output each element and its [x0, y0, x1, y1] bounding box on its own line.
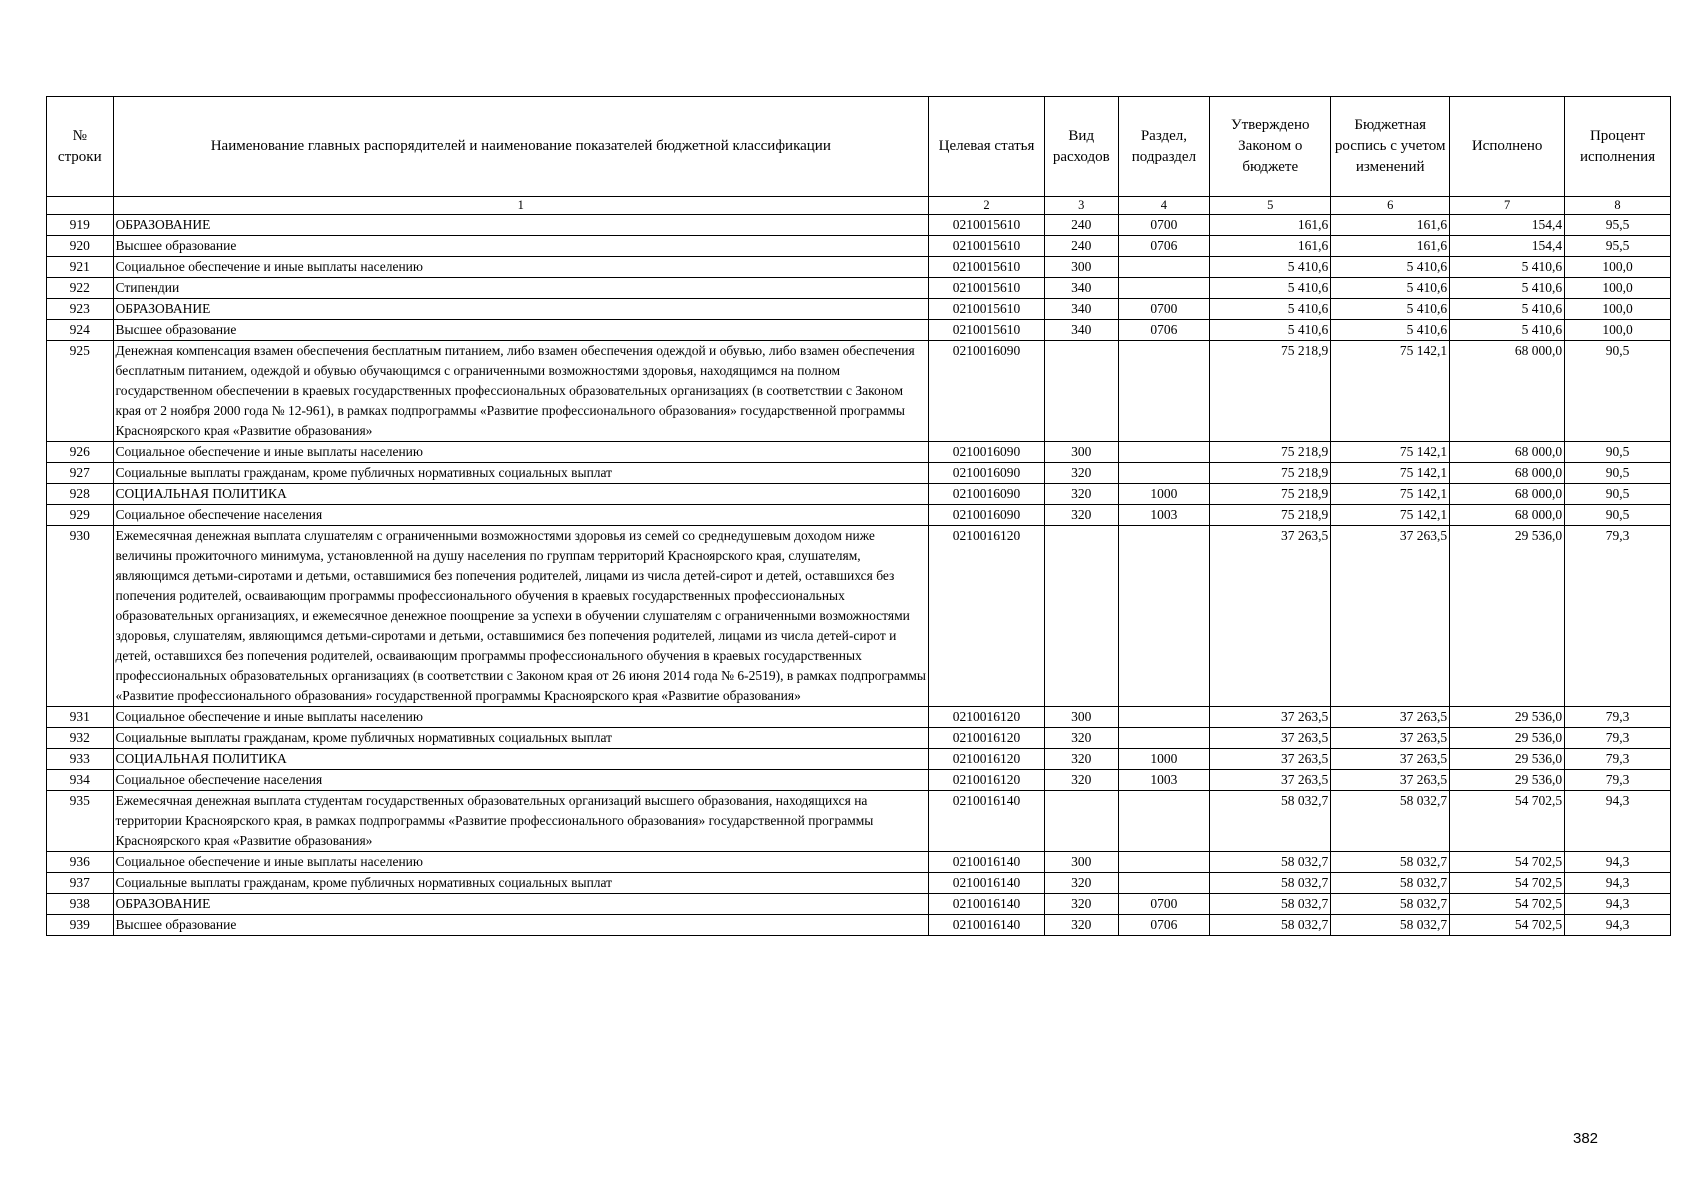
table-row — [47, 749, 1671, 770]
table-row — [47, 299, 1671, 320]
column-number: 5 — [1210, 197, 1331, 215]
indicator-name-cell: ОБРАЗОВАНИЕ — [113, 894, 929, 915]
indicator-name-cell: Высшее образование — [113, 320, 929, 341]
header-row — [47, 97, 1671, 197]
target-article-cell: 0210016120 — [929, 728, 1045, 749]
section-cell — [1118, 257, 1210, 278]
budget-schedule-cell: 5 410,6 — [1331, 299, 1450, 320]
percent-cell: 94,3 — [1565, 894, 1671, 915]
percent-cell: 94,3 — [1565, 852, 1671, 873]
budget-schedule-cell: 37 263,5 — [1331, 526, 1450, 707]
approved-amount-cell: 75 218,9 — [1210, 442, 1331, 463]
approved-amount-cell: 37 263,5 — [1210, 770, 1331, 791]
percent-cell: 90,5 — [1565, 505, 1671, 526]
target-article-cell: 0210015610 — [929, 278, 1045, 299]
row-number-cell: 922 — [47, 278, 114, 299]
expense-type-cell: 320 — [1044, 749, 1118, 770]
expense-type-cell: 300 — [1044, 257, 1118, 278]
executed-amount-cell: 54 702,5 — [1450, 852, 1565, 873]
budget-schedule-cell: 75 142,1 — [1331, 505, 1450, 526]
approved-amount-cell: 58 032,7 — [1210, 894, 1331, 915]
target-article-cell: 0210016120 — [929, 770, 1045, 791]
indicator-name-cell: Ежемесячная денежная выплата слушателям с ограниченными возможностями здоровья из семей со среднедушевым доходом ниже величины прожиточного минимума, установленной на душу населения по группам территорий Красноярского края, слушателям, являющимся детьми-сиротами и детьми, оставшимися без попечения родителей, лицами из числа детей-сирот и детей, оставшихся без попечения родителей, осваивающим программы профессионального обучения в краевых государственных профессиональных образовательных организациях, и ежемесячное денежное поощрение за успехи в обучении слушателям с ограниченными возможностями здоровья, слушателям, являющимся детьми-сиротами и детьми, оставшимися без попечения родителей, лицами из числа детей-сирот и детей, оставшихся без попечения родителей, осваивающим программы профессионального обучения в краевых государственных профессиональных образовательных организациях (в соответствии с Законом края от 26 июня 2014 года № 6-2519), в рамках подпрограммы «Развитие профессионального образования» государственной программы Красноярского края «Развитие образования» — [113, 526, 929, 707]
section-cell — [1118, 442, 1210, 463]
executed-amount-cell: 5 410,6 — [1450, 257, 1565, 278]
table-row — [47, 484, 1671, 505]
row-number-cell: 939 — [47, 915, 114, 936]
row-number-cell: 921 — [47, 257, 114, 278]
expense-type-cell: 300 — [1044, 442, 1118, 463]
budget-schedule-cell: 37 263,5 — [1331, 728, 1450, 749]
indicator-name-cell: Стипендии — [113, 278, 929, 299]
header-approved: Утверждено Законом о бюджете — [1210, 97, 1331, 197]
table-row — [47, 707, 1671, 728]
budget-table — [46, 96, 1671, 936]
row-number-cell: 931 — [47, 707, 114, 728]
header-budget-schedule: Бюджетная роспись с учетом изменений — [1331, 97, 1450, 197]
target-article-cell: 0210016090 — [929, 484, 1045, 505]
indicator-name-cell: Социальное обеспечение и иные выплаты населению — [113, 257, 929, 278]
section-cell: 0700 — [1118, 299, 1210, 320]
percent-cell: 100,0 — [1565, 320, 1671, 341]
expense-type-cell — [1044, 791, 1118, 852]
approved-amount-cell: 37 263,5 — [1210, 749, 1331, 770]
section-cell — [1118, 852, 1210, 873]
budget-schedule-cell: 37 263,5 — [1331, 749, 1450, 770]
indicator-name-cell: Социальное обеспечение населения — [113, 505, 929, 526]
header-target-article: Целевая статья — [929, 97, 1045, 197]
approved-amount-cell: 5 410,6 — [1210, 257, 1331, 278]
executed-amount-cell: 29 536,0 — [1450, 728, 1565, 749]
section-cell — [1118, 791, 1210, 852]
percent-cell: 90,5 — [1565, 463, 1671, 484]
row-number-cell: 934 — [47, 770, 114, 791]
budget-schedule-cell: 161,6 — [1331, 215, 1450, 236]
row-number-cell: 919 — [47, 215, 114, 236]
executed-amount-cell: 5 410,6 — [1450, 299, 1565, 320]
approved-amount-cell: 58 032,7 — [1210, 791, 1331, 852]
budget-schedule-cell: 58 032,7 — [1331, 894, 1450, 915]
expense-type-cell: 320 — [1044, 873, 1118, 894]
target-article-cell: 0210016120 — [929, 749, 1045, 770]
column-number: 6 — [1331, 197, 1450, 215]
approved-amount-cell: 58 032,7 — [1210, 852, 1331, 873]
column-number: 3 — [1044, 197, 1118, 215]
executed-amount-cell: 54 702,5 — [1450, 873, 1565, 894]
percent-cell: 100,0 — [1565, 278, 1671, 299]
page-number: 382 — [1573, 1130, 1599, 1147]
expense-type-cell: 300 — [1044, 707, 1118, 728]
indicator-name-cell: Социальные выплаты гражданам, кроме публичных нормативных социальных выплат — [113, 728, 929, 749]
expense-type-cell: 320 — [1044, 915, 1118, 936]
target-article-cell: 0210016140 — [929, 852, 1045, 873]
approved-amount-cell: 161,6 — [1210, 215, 1331, 236]
executed-amount-cell: 5 410,6 — [1450, 320, 1565, 341]
section-cell: 0700 — [1118, 215, 1210, 236]
expense-type-cell: 340 — [1044, 320, 1118, 341]
executed-amount-cell: 54 702,5 — [1450, 915, 1565, 936]
target-article-cell: 0210015610 — [929, 215, 1045, 236]
section-cell: 1003 — [1118, 505, 1210, 526]
budget-schedule-cell: 37 263,5 — [1331, 770, 1450, 791]
target-article-cell: 0210015610 — [929, 257, 1045, 278]
table-row — [47, 341, 1671, 442]
indicator-name-cell: Денежная компенсация взамен обеспечения бесплатным питанием, либо взамен обеспечения одеждой и обувью, либо взамен обеспечения бесплатным питанием, одеждой и обувью обучающимся с ограниченными возможностями здоровья, находящимся на полном государственном обеспечении в краевых государственных профессиональных образовательных организациях (в соответствии с Законом края от 2 ноября 2000 года № 12-961), в рамках подпрограммы «Развитие профессионального образования» государственной программы Красноярского края «Развитие образования» — [113, 341, 929, 442]
expense-type-cell: 320 — [1044, 484, 1118, 505]
target-article-cell: 0210015610 — [929, 320, 1045, 341]
executed-amount-cell: 29 536,0 — [1450, 526, 1565, 707]
indicator-name-cell: Высшее образование — [113, 915, 929, 936]
expense-type-cell: 320 — [1044, 505, 1118, 526]
target-article-cell: 0210016090 — [929, 505, 1045, 526]
budget-schedule-cell: 161,6 — [1331, 236, 1450, 257]
percent-cell: 79,3 — [1565, 749, 1671, 770]
percent-cell: 79,3 — [1565, 526, 1671, 707]
executed-amount-cell: 154,4 — [1450, 215, 1565, 236]
approved-amount-cell: 75 218,9 — [1210, 505, 1331, 526]
approved-amount-cell: 75 218,9 — [1210, 463, 1331, 484]
executed-amount-cell: 29 536,0 — [1450, 707, 1565, 728]
expense-type-cell: 320 — [1044, 894, 1118, 915]
row-number-cell: 927 — [47, 463, 114, 484]
executed-amount-cell: 68 000,0 — [1450, 341, 1565, 442]
budget-schedule-cell: 75 142,1 — [1331, 442, 1450, 463]
executed-amount-cell: 29 536,0 — [1450, 749, 1565, 770]
expense-type-cell: 320 — [1044, 728, 1118, 749]
row-number-cell: 935 — [47, 791, 114, 852]
percent-cell: 90,5 — [1565, 341, 1671, 442]
table-row — [47, 215, 1671, 236]
percent-cell: 79,3 — [1565, 770, 1671, 791]
expense-type-cell: 240 — [1044, 236, 1118, 257]
table-row — [47, 505, 1671, 526]
section-cell — [1118, 278, 1210, 299]
table-row — [47, 278, 1671, 299]
table-row — [47, 894, 1671, 915]
table-row — [47, 873, 1671, 894]
section-cell: 1000 — [1118, 484, 1210, 505]
target-article-cell: 0210016140 — [929, 915, 1045, 936]
percent-cell: 94,3 — [1565, 791, 1671, 852]
percent-cell: 79,3 — [1565, 728, 1671, 749]
indicator-name-cell: СОЦИАЛЬНАЯ ПОЛИТИКА — [113, 484, 929, 505]
column-number-row — [47, 197, 1671, 215]
executed-amount-cell: 68 000,0 — [1450, 505, 1565, 526]
executed-amount-cell: 154,4 — [1450, 236, 1565, 257]
expense-type-cell: 320 — [1044, 770, 1118, 791]
header-section: Раздел, подраздел — [1118, 97, 1210, 197]
percent-cell: 90,5 — [1565, 484, 1671, 505]
table-row — [47, 770, 1671, 791]
approved-amount-cell: 75 218,9 — [1210, 341, 1331, 442]
executed-amount-cell: 29 536,0 — [1450, 770, 1565, 791]
target-article-cell: 0210015610 — [929, 236, 1045, 257]
column-number: 8 — [1565, 197, 1671, 215]
table-row — [47, 463, 1671, 484]
target-article-cell: 0210016140 — [929, 791, 1045, 852]
executed-amount-cell: 54 702,5 — [1450, 791, 1565, 852]
row-number-cell: 925 — [47, 341, 114, 442]
indicator-name-cell: Социальное обеспечение населения — [113, 770, 929, 791]
executed-amount-cell: 54 702,5 — [1450, 894, 1565, 915]
row-number-cell: 926 — [47, 442, 114, 463]
target-article-cell: 0210016090 — [929, 341, 1045, 442]
executed-amount-cell: 68 000,0 — [1450, 484, 1565, 505]
row-number-cell: 932 — [47, 728, 114, 749]
column-number: 7 — [1450, 197, 1565, 215]
row-number-cell: 937 — [47, 873, 114, 894]
section-cell: 1000 — [1118, 749, 1210, 770]
target-article-cell: 0210016140 — [929, 873, 1045, 894]
row-number-cell: 938 — [47, 894, 114, 915]
row-number-cell: 930 — [47, 526, 114, 707]
table-row — [47, 320, 1671, 341]
percent-cell: 95,5 — [1565, 215, 1671, 236]
expense-type-cell: 320 — [1044, 463, 1118, 484]
section-cell — [1118, 526, 1210, 707]
approved-amount-cell: 58 032,7 — [1210, 915, 1331, 936]
budget-schedule-cell: 5 410,6 — [1331, 278, 1450, 299]
approved-amount-cell: 5 410,6 — [1210, 320, 1331, 341]
column-number: 2 — [929, 197, 1045, 215]
budget-schedule-cell: 37 263,5 — [1331, 707, 1450, 728]
budget-schedule-cell: 5 410,6 — [1331, 320, 1450, 341]
approved-amount-cell: 37 263,5 — [1210, 526, 1331, 707]
indicator-name-cell: Социальное обеспечение и иные выплаты населению — [113, 852, 929, 873]
executed-amount-cell: 68 000,0 — [1450, 463, 1565, 484]
target-article-cell: 0210016120 — [929, 526, 1045, 707]
indicator-name-cell: ОБРАЗОВАНИЕ — [113, 215, 929, 236]
percent-cell: 94,3 — [1565, 873, 1671, 894]
target-article-cell: 0210016140 — [929, 894, 1045, 915]
indicator-name-cell: Социальное обеспечение и иные выплаты населению — [113, 707, 929, 728]
approved-amount-cell: 75 218,9 — [1210, 484, 1331, 505]
executed-amount-cell: 5 410,6 — [1450, 278, 1565, 299]
header-percent: Процент исполнения — [1565, 97, 1671, 197]
section-cell — [1118, 463, 1210, 484]
budget-schedule-cell: 58 032,7 — [1331, 915, 1450, 936]
row-number-cell: 929 — [47, 505, 114, 526]
table-row — [47, 236, 1671, 257]
budget-schedule-cell: 58 032,7 — [1331, 852, 1450, 873]
section-cell: 0700 — [1118, 894, 1210, 915]
percent-cell: 100,0 — [1565, 257, 1671, 278]
expense-type-cell: 240 — [1044, 215, 1118, 236]
header-row-number: № строки — [47, 97, 114, 197]
approved-amount-cell: 37 263,5 — [1210, 707, 1331, 728]
header-executed: Исполнено — [1450, 97, 1565, 197]
table-row — [47, 728, 1671, 749]
section-cell — [1118, 873, 1210, 894]
column-number — [47, 197, 114, 215]
approved-amount-cell: 37 263,5 — [1210, 728, 1331, 749]
section-cell: 1003 — [1118, 770, 1210, 791]
column-number: 1 — [113, 197, 929, 215]
target-article-cell: 0210016120 — [929, 707, 1045, 728]
indicator-name-cell: Высшее образование — [113, 236, 929, 257]
percent-cell: 90,5 — [1565, 442, 1671, 463]
table-row — [47, 852, 1671, 873]
section-cell — [1118, 728, 1210, 749]
budget-schedule-cell: 75 142,1 — [1331, 484, 1450, 505]
indicator-name-cell: ОБРАЗОВАНИЕ — [113, 299, 929, 320]
table-row — [47, 526, 1671, 707]
row-number-cell: 920 — [47, 236, 114, 257]
percent-cell: 95,5 — [1565, 236, 1671, 257]
indicator-name-cell: Социальные выплаты гражданам, кроме публичных нормативных социальных выплат — [113, 463, 929, 484]
percent-cell: 79,3 — [1565, 707, 1671, 728]
target-article-cell: 0210015610 — [929, 299, 1045, 320]
row-number-cell: 933 — [47, 749, 114, 770]
section-cell — [1118, 341, 1210, 442]
table-row — [47, 442, 1671, 463]
approved-amount-cell: 5 410,6 — [1210, 278, 1331, 299]
approved-amount-cell: 161,6 — [1210, 236, 1331, 257]
table-row — [47, 257, 1671, 278]
column-number: 4 — [1118, 197, 1210, 215]
expense-type-cell — [1044, 341, 1118, 442]
table-body — [47, 215, 1671, 936]
approved-amount-cell: 5 410,6 — [1210, 299, 1331, 320]
row-number-cell: 936 — [47, 852, 114, 873]
section-cell: 0706 — [1118, 236, 1210, 257]
row-number-cell: 924 — [47, 320, 114, 341]
row-number-cell: 928 — [47, 484, 114, 505]
header-expense-type: Вид расходов — [1044, 97, 1118, 197]
target-article-cell: 0210016090 — [929, 463, 1045, 484]
executed-amount-cell: 68 000,0 — [1450, 442, 1565, 463]
table-row — [47, 791, 1671, 852]
indicator-name-cell: СОЦИАЛЬНАЯ ПОЛИТИКА — [113, 749, 929, 770]
section-cell — [1118, 707, 1210, 728]
header-name: Наименование главных распорядителей и наименование показателей бюджетной классификации — [113, 97, 929, 197]
target-article-cell: 0210016090 — [929, 442, 1045, 463]
indicator-name-cell: Социальное обеспечение и иные выплаты населению — [113, 442, 929, 463]
budget-schedule-cell: 58 032,7 — [1331, 873, 1450, 894]
percent-cell: 94,3 — [1565, 915, 1671, 936]
row-number-cell: 923 — [47, 299, 114, 320]
budget-schedule-cell: 75 142,1 — [1331, 341, 1450, 442]
indicator-name-cell: Ежемесячная денежная выплата студентам государственных образовательных организаций высшего образования, находящихся на территории Красноярского края, в рамках подпрограммы «Развитие профессионального образования» государственной программы Красноярского края «Развитие образования» — [113, 791, 929, 852]
section-cell: 0706 — [1118, 320, 1210, 341]
budget-schedule-cell: 5 410,6 — [1331, 257, 1450, 278]
expense-type-cell: 340 — [1044, 278, 1118, 299]
section-cell: 0706 — [1118, 915, 1210, 936]
expense-type-cell — [1044, 526, 1118, 707]
approved-amount-cell: 58 032,7 — [1210, 873, 1331, 894]
expense-type-cell: 340 — [1044, 299, 1118, 320]
table-row — [47, 915, 1671, 936]
expense-type-cell: 300 — [1044, 852, 1118, 873]
budget-schedule-cell: 58 032,7 — [1331, 791, 1450, 852]
percent-cell: 100,0 — [1565, 299, 1671, 320]
budget-schedule-cell: 75 142,1 — [1331, 463, 1450, 484]
indicator-name-cell: Социальные выплаты гражданам, кроме публичных нормативных социальных выплат — [113, 873, 929, 894]
